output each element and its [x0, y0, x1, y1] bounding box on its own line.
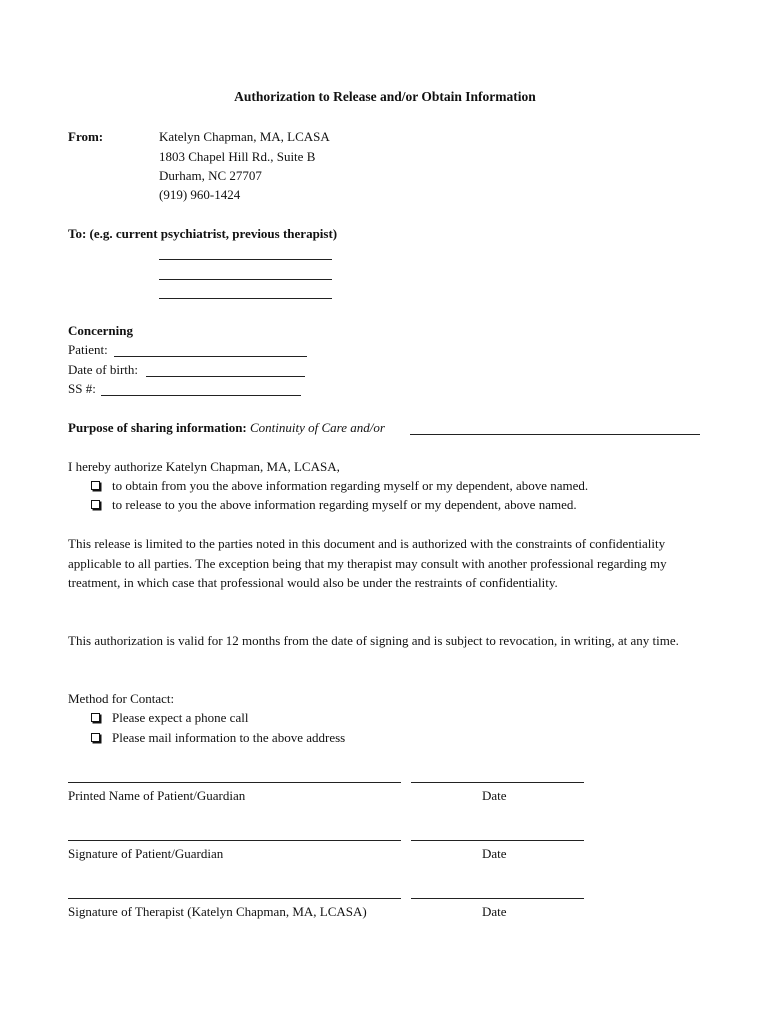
ss-label: SS #:	[68, 381, 96, 396]
checkbox-icon[interactable]	[91, 481, 100, 490]
to-recipient-line-2[interactable]	[159, 279, 332, 280]
patient-signature-line[interactable]	[68, 840, 401, 841]
purpose-label: Purpose of sharing information:	[68, 420, 247, 435]
therapist-signature-label: Signature of Therapist (Katelyn Chapman, MA, LCASA)	[68, 904, 367, 919]
dob-field[interactable]	[146, 376, 305, 377]
purpose-row	[68, 418, 385, 438]
therapist-signature-line[interactable]	[68, 898, 401, 899]
ss-field[interactable]	[101, 395, 301, 396]
from-address-line2: Durham, NC 27707	[159, 168, 262, 183]
checkbox-icon[interactable]	[91, 733, 100, 742]
therapist-signature-date-line[interactable]	[411, 898, 584, 899]
contact-option-label: Please expect a phone call	[112, 710, 249, 725]
patient-signature-date-line[interactable]	[411, 840, 584, 841]
contact-label: Method for Contact:	[68, 691, 175, 706]
to-recipient-line-3[interactable]	[159, 298, 332, 299]
concerning-heading: Concerning	[68, 323, 133, 338]
dob-row	[68, 360, 138, 380]
ss-row	[68, 379, 96, 399]
validity-paragraph: This authorization is valid for 12 months from the date of signing and is subject to revocation, in writing, at any time.	[68, 633, 679, 648]
patient-row	[68, 340, 108, 360]
from-name: Katelyn Chapman, MA, LCASA	[159, 129, 330, 144]
authorize-intro: I hereby authorize Katelyn Chapman, MA, LCASA,	[68, 459, 340, 474]
printed-name-label: Printed Name of Patient/Guardian	[68, 788, 246, 803]
patient-label: Patient:	[68, 342, 108, 357]
contact-option-mail[interactable]	[91, 728, 345, 748]
patient-field[interactable]	[114, 356, 307, 357]
contact-option-label: Please mail information to the above address	[112, 730, 346, 745]
release-paragraph: This release is limited to the parties noted in this document and is authorized with the constraints of confidentiality applicable to all parties. The exception being that my therapist may consult with another professional regarding my treatment, in which case that professional would also be under the restraints of confidentiality.	[68, 536, 667, 590]
page-title: Authorization to Release and/or Obtain Information	[234, 89, 536, 104]
from-label: From:	[68, 129, 104, 144]
to-recipient-line-1[interactable]	[159, 259, 332, 260]
from-address-line1: 1803 Chapel Hill Rd., Suite B	[159, 149, 316, 164]
authorize-option-label: to obtain from you the above information regarding myself or my dependent, above named.	[112, 478, 589, 493]
purpose-value: Continuity of Care and/or	[250, 420, 385, 435]
dob-label: Date of birth:	[68, 362, 139, 377]
contact-option-phone[interactable]	[91, 708, 248, 728]
authorize-option-obtain[interactable]	[91, 476, 588, 496]
printed-name-date-label: Date	[482, 788, 507, 803]
to-label: To: (e.g. current psychiatrist, previous therapist)	[68, 226, 338, 241]
printed-name-date-line[interactable]	[411, 782, 584, 783]
authorize-option-label: to release to you the above information regarding myself or my dependent, above named.	[112, 497, 577, 512]
purpose-other-field[interactable]	[410, 434, 700, 435]
therapist-signature-date-label: Date	[482, 904, 507, 919]
authorize-option-release[interactable]	[91, 495, 577, 515]
from-phone: (919) 960-1424	[159, 187, 241, 202]
checkbox-icon[interactable]	[91, 713, 100, 722]
patient-signature-date-label: Date	[482, 846, 507, 861]
printed-name-line[interactable]	[68, 782, 401, 783]
checkbox-icon[interactable]	[91, 500, 100, 509]
patient-signature-label: Signature of Patient/Guardian	[68, 846, 224, 861]
